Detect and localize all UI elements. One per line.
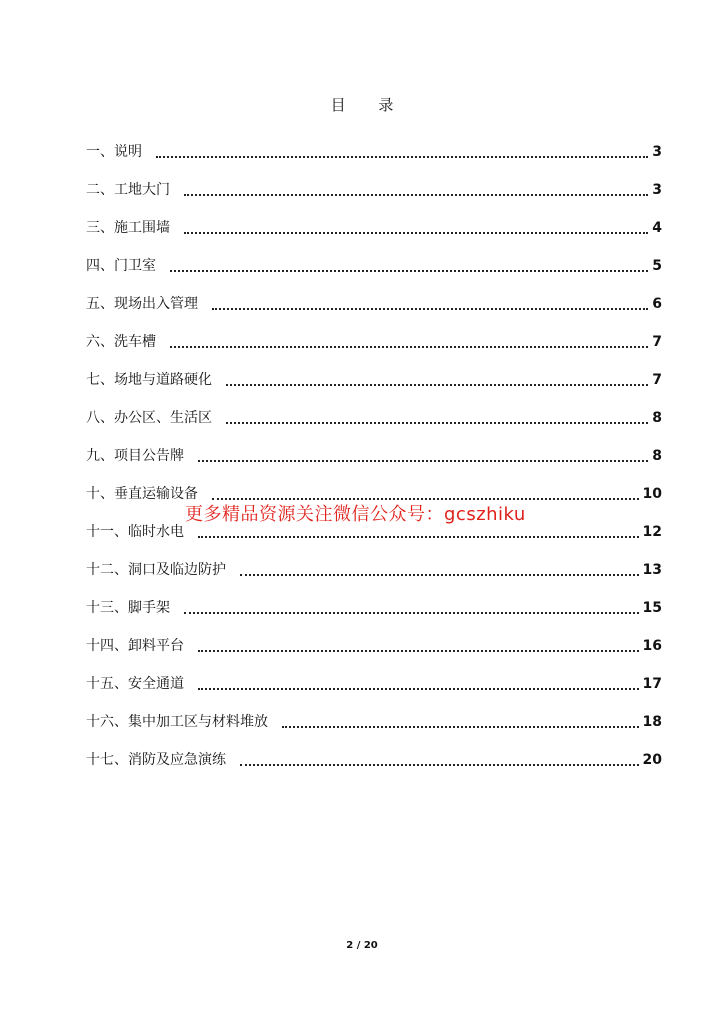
toc-entry-label: 四、门卫室	[86, 258, 156, 274]
toc-entry-label: 七、场地与道路硬化	[86, 372, 212, 388]
toc-entry-page: 17	[642, 676, 662, 692]
toc-entry[interactable]	[86, 238, 662, 276]
dot-leader	[226, 384, 648, 386]
dot-leader	[156, 156, 648, 158]
toc-entry-label: 十四、卸料平台	[86, 638, 184, 654]
toc-entry-label: 三、施工围墙	[86, 220, 170, 236]
dot-leader	[184, 232, 648, 234]
page-number: 2 / 20	[346, 940, 378, 951]
toc-entry-page: 20	[642, 752, 662, 768]
toc-title: 目 录	[330, 96, 408, 114]
toc-entry-page: 5	[652, 258, 662, 274]
toc-entry-page: 3	[652, 182, 662, 198]
toc-entry-label: 十、垂直运输设备	[86, 486, 198, 502]
toc-entry-page: 18	[642, 714, 662, 730]
toc-entry[interactable]	[86, 618, 662, 656]
toc-entry-page: 3	[652, 144, 662, 160]
toc-entry-page: 7	[652, 334, 662, 350]
dot-leader	[240, 574, 639, 576]
toc-entry[interactable]	[86, 162, 662, 200]
toc-entry-page: 10	[642, 486, 662, 502]
toc-entry-label: 八、办公区、生活区	[86, 410, 212, 426]
dot-leader	[198, 650, 639, 652]
toc-entry[interactable]	[86, 542, 662, 580]
toc-entry-label: 十三、脚手架	[86, 600, 170, 616]
toc-entry-page: 13	[642, 562, 662, 578]
dot-leader	[170, 346, 648, 348]
toc-entry-label: 十一、临时水电	[86, 524, 184, 540]
toc-entry-page: 16	[642, 638, 662, 654]
toc-entry-label: 十二、洞口及临边防护	[86, 562, 226, 578]
toc-entry-page: 8	[652, 448, 662, 464]
toc-entry-label: 六、洗车槽	[86, 334, 156, 350]
toc-entry[interactable]	[86, 124, 662, 162]
toc-list	[86, 124, 662, 770]
dot-leader	[184, 194, 648, 196]
toc-entry[interactable]	[86, 656, 662, 694]
toc-entry-label: 五、现场出入管理	[86, 296, 198, 312]
toc-entry-page: 8	[652, 410, 662, 426]
toc-entry[interactable]	[86, 200, 662, 238]
toc-entry[interactable]	[86, 694, 662, 732]
toc-entry[interactable]	[86, 314, 662, 352]
toc-entry-label: 十七、消防及应急演练	[86, 752, 226, 768]
toc-entry-label: 一、说明	[86, 144, 142, 160]
dot-leader	[212, 308, 648, 310]
toc-entry-page: 12	[642, 524, 662, 540]
toc-entry[interactable]	[86, 390, 662, 428]
toc-entry-page: 15	[642, 600, 662, 616]
toc-entry-label: 十五、安全通道	[86, 676, 184, 692]
dot-leader	[170, 270, 648, 272]
toc-entry[interactable]	[86, 428, 662, 466]
toc-entry-label: 十六、集中加工区与材料堆放	[86, 714, 268, 730]
watermark-text: 更多精品资源关注微信公众号：gcszhiku	[185, 504, 526, 525]
toc-entry[interactable]	[86, 732, 662, 770]
toc-entry-page: 6	[652, 296, 662, 312]
dot-leader	[184, 612, 639, 614]
dot-leader	[282, 726, 639, 728]
toc-entry[interactable]	[86, 580, 662, 618]
dot-leader	[198, 688, 639, 690]
toc-entry-label: 二、工地大门	[86, 182, 170, 198]
toc-entry-label: 九、项目公告牌	[86, 448, 184, 464]
dot-leader	[226, 422, 648, 424]
toc-entry-page: 4	[652, 220, 662, 236]
toc-entry[interactable]	[86, 276, 662, 314]
toc-entry-page: 7	[652, 372, 662, 388]
dot-leader	[198, 536, 639, 538]
dot-leader	[198, 460, 648, 462]
toc-entry[interactable]	[86, 466, 662, 504]
dot-leader	[240, 764, 639, 766]
toc-entry[interactable]	[86, 352, 662, 390]
